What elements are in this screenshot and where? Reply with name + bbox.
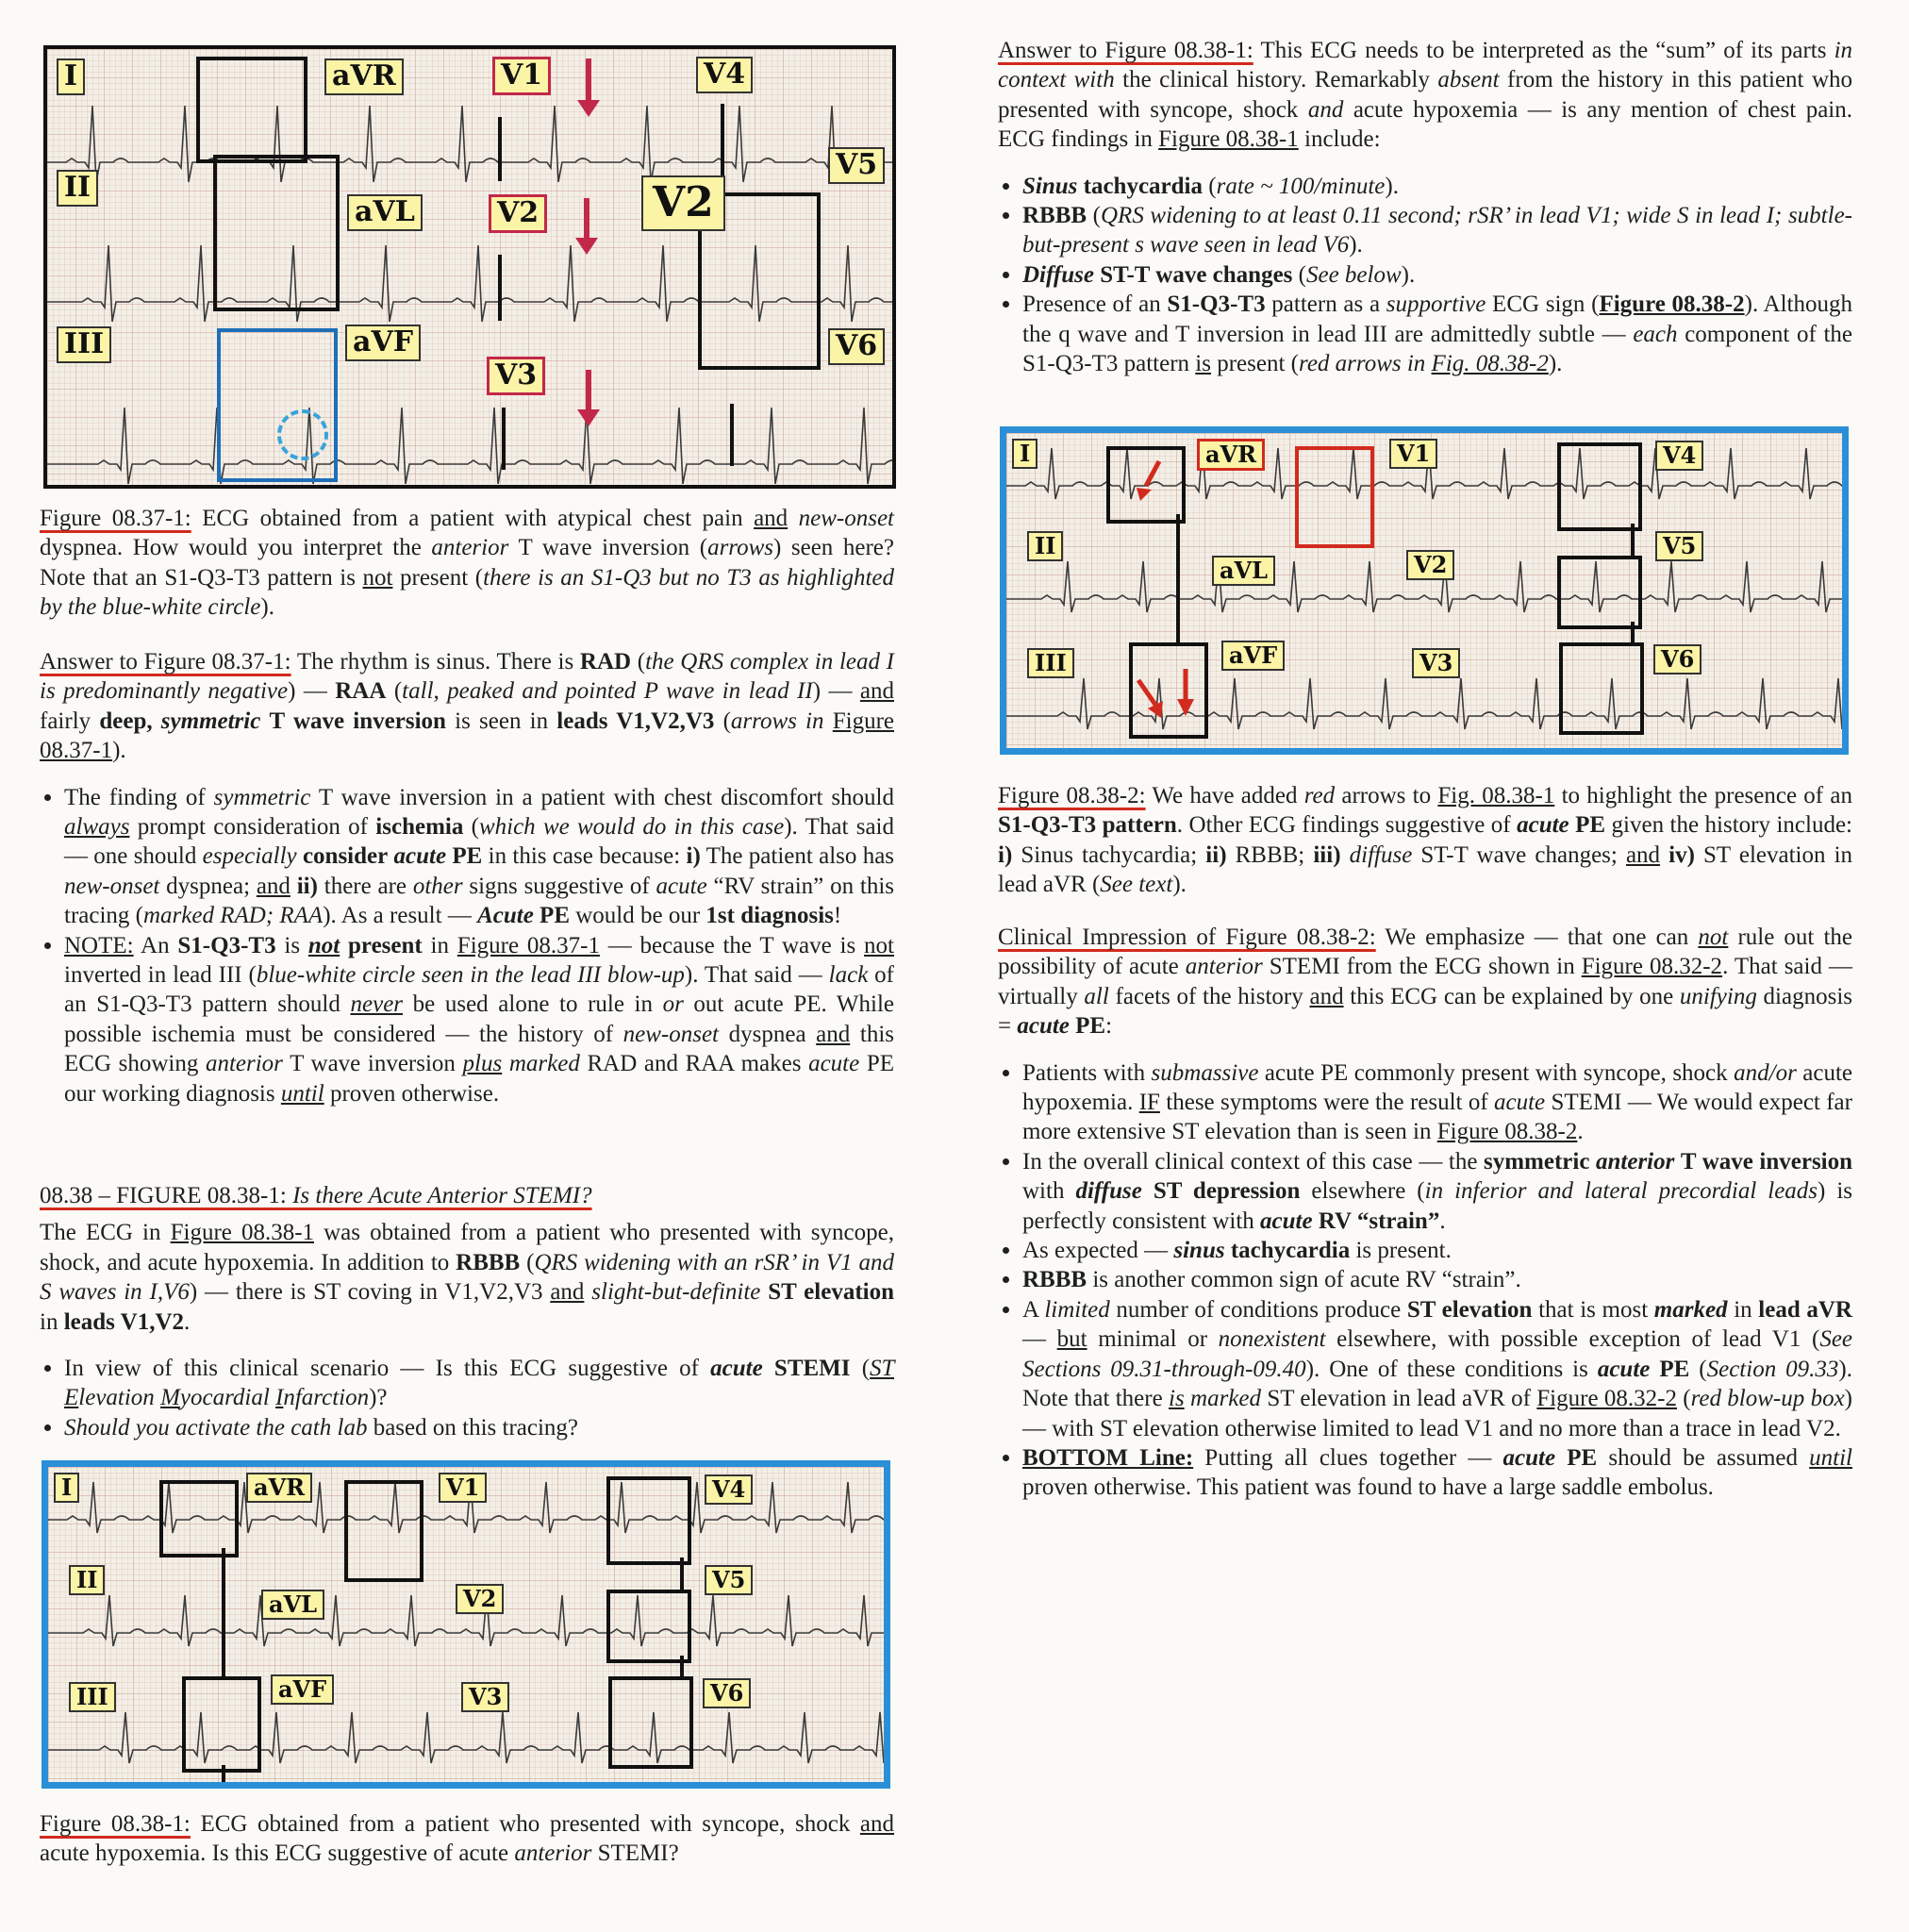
lead-label-v2: V2 <box>489 194 547 233</box>
figure-08-37-1-caption: Figure 08.37-1: ECG obtained from a patient with atypical chest pain and new-onset dyspnea. How would you interpret the anterior T wave inversion (arrows) seen here? Note that an S1-Q3-T3 pattern is not present (there is an S1-Q3 but no T3 as highlighted by the blue-white circle). <box>40 506 894 621</box>
blowup-box-v1 <box>606 1476 691 1565</box>
figure-link[interactable]: Figure 08.37-1 <box>456 932 600 958</box>
lead-label-avf: aVF <box>271 1674 334 1705</box>
red-arrow-lead-i <box>1146 461 1159 486</box>
lead-label-ii: II <box>69 1565 105 1595</box>
lead-label-iii: III <box>1027 648 1074 678</box>
figure-link[interactable]: Figure 08.37-1 <box>40 708 894 764</box>
blowup-label-v2: V2 <box>641 175 725 231</box>
red-arrows <box>47 49 892 485</box>
blowup-box-iii <box>182 1676 261 1773</box>
lead-label-ii: II <box>1027 531 1063 561</box>
blowup-box-avr <box>344 1480 423 1582</box>
section-heading: 08.38 – FIGURE 08.38-1: Is there Acute Anterior STEMI? <box>40 1183 592 1208</box>
list-item: • The finding of symmetric T wave inversion in a patient with chest discomfort should always prompt consideration of ischemia (which we would do in this case). That said — one should especially consider acute PE in this case because: i) The patient also has new-onset dyspnea; and ii) there are other signs suggestive of acute “RV strain” on this tracing (marked RAD; RAA). As a result — Acute PE would be our 1st diagnosis! <box>64 783 894 931</box>
answer-paragraph: Answer to Figure 08.38-1: This ECG needs to be interpreted as the “sum” of its parts in context with the clinical history. Remarkably absent from the history in this patient who presented with syncope, shock and acute hypoxemia — is any mention of chest pain. ECG findings in Figure 08.38-1 include: <box>998 38 1853 153</box>
red-arrow-v1-head <box>577 100 600 117</box>
red-arrow-lead-i-head <box>1137 488 1152 501</box>
list-item: • RBBB is another common sign of acute RV “strain”. <box>1022 1265 1852 1294</box>
lead-label-i: I <box>57 58 85 95</box>
answer-label: Answer to Figure 08.38-1: <box>998 38 1253 63</box>
lead-label-v4: V4 <box>1655 441 1703 471</box>
lead-label-ii: II <box>57 170 98 207</box>
lead-label-v3: V3 <box>487 357 545 395</box>
figure-link[interactable]: Fig. 08.38-1 <box>1437 783 1555 808</box>
list-item: • As expected — sinus tachycardia is present. <box>1022 1236 1852 1265</box>
impression-label: Clinical Impression of Figure 08.38-2: <box>998 924 1376 950</box>
ecg-figure-08-38-1 <box>42 1460 890 1789</box>
lead-label-iii: III <box>69 1682 116 1712</box>
lead-label-i: I <box>54 1473 79 1503</box>
lead-label-avr: aVR <box>324 58 404 95</box>
blowup-box-lead-i <box>159 1480 239 1557</box>
figure-08-38-2-caption: Figure 08.38-2: We have added red arrows to Fig. 08.38-1 to highlight the presence of an S1-Q3-T3 pattern. Other ECG findings suggestive of acute PE given the history include: i) Sinus tachycardia; ii) RBBB; iii) diffuse ST-T wave changes; and iv) ST elevation in lead aVR (See text). <box>998 783 1853 898</box>
list-item: • Should you activate the cath lab based on this tracing? <box>64 1413 894 1442</box>
ecg-figure-08-38-2 <box>1000 426 1849 755</box>
figure-link[interactable]: Fig. 08.38-2 <box>1431 351 1549 377</box>
list-item: • Presence of an S1-Q3-T3 pattern as a supportive ECG sign (Figure 08.38-2). Although the q wave and T inversion in lead III are admittedly subtle — each component of the S1-Q3-T3 pattern is present (red arrows in Fig. 08.38-2). <box>1022 290 1852 378</box>
red-arrow-lead-iii-t-head <box>1177 699 1194 716</box>
list-item: • In view of this clinical scenario — Is this ECG suggestive of acute STEMI (ST Elevation Myocardial Infarction)? <box>64 1354 894 1413</box>
lead-label-iii: III <box>57 326 111 363</box>
figure-link[interactable]: Figure 08.32-2 <box>1536 1386 1677 1412</box>
figure-link[interactable]: Figure 08.32-2 <box>1581 954 1723 980</box>
lead-label-avl: aVL <box>261 1590 324 1620</box>
lead-divider <box>222 1548 225 1676</box>
lead-label-v6: V6 <box>1653 644 1702 675</box>
figure-label: Figure 08.38-2: <box>998 783 1146 808</box>
red-arrows <box>1006 433 1842 748</box>
list-item: • BOTTOM Line: Putting all clues together — acute PE should be assumed until proven otherwise. This patient was found to have a large saddle embolus. <box>1022 1443 1852 1503</box>
red-arrow-lead-iii-q <box>1138 680 1155 705</box>
answer-bullets <box>40 783 894 1108</box>
lead-label-i: I <box>1012 439 1038 469</box>
list-item: • Patients with submassive acute PE commonly present with syncope, shock and/or acute hypoxemia. IF these symptoms were the result of acute STEMI — We would expect far more extensive ST elevation than is seen in Figure 08.38-2. <box>1022 1058 1852 1147</box>
lead-label-avr: aVR <box>246 1473 312 1503</box>
figure-label: Figure 08.37-1: <box>40 506 191 531</box>
lead-divider <box>222 1765 225 1782</box>
figure-label: Figure 08.38-1: <box>40 1811 191 1837</box>
lead-label-v4: V4 <box>705 1474 753 1505</box>
figure-link[interactable]: Figure 08.38-2 <box>1599 291 1745 318</box>
lead-label-v3: V3 <box>1412 648 1460 678</box>
figure-link[interactable]: Figure 08.38-2 <box>1436 1119 1578 1145</box>
list-item: • A limited number of conditions produce ST elevation that is most marked in lead aVR — but minimal or nonexistent elsewhere, with possible exception of lead V1 (See Sections 09.31-through-09.40). One of these conditions is acute PE (Section 09.33). Note that there is marked ST elevation in lead aVR of Figure 08.32-2 (red blow-up box) — with ST elevation otherwise limited to lead V1 and no more than a trace in lead V2. <box>1022 1295 1852 1443</box>
list-item: • Sinus tachycardia (rate ~ 100/minute). <box>1022 172 1852 201</box>
section-bullets <box>40 1354 894 1442</box>
answer-paragraph: Answer to Figure 08.37-1: The rhythm is sinus. There is RAD (the QRS complex in lead I is predominantly negative) — RAA (tall, peaked and pointed P wave in lead II) — and fairly deep, symmetric T wave inversion is seen in leads V1,V2,V3 (arrows in Figure 08.37-1). <box>40 649 894 764</box>
lead-divider <box>680 1656 684 1676</box>
lead-divider <box>680 1557 684 1590</box>
blowup-box-v2 <box>606 1590 691 1663</box>
lead-label-v5: V5 <box>1655 531 1703 561</box>
lead-label-v6: V6 <box>703 1678 751 1708</box>
lead-label-v5: V5 <box>705 1565 753 1595</box>
lead-label-avl: aVL <box>1212 556 1275 586</box>
lead-label-avr: aVR <box>1197 439 1265 471</box>
lead-label-v4: V4 <box>696 57 753 93</box>
section-08-38 <box>40 1181 894 1459</box>
lead-label-v6: V6 <box>828 328 885 365</box>
red-arrow-v3-head <box>577 409 600 426</box>
list-item: • In the overall clinical context of this case — the symmetric anterior T wave inversion with diffuse ST depression elsewhere (in inferior and lateral precordial leads) is perfectly consistent with acute RV “strain”. <box>1022 1147 1852 1236</box>
lead-label-v5: V5 <box>828 147 885 184</box>
figure-link[interactable]: Figure 08.38-1 <box>1158 126 1299 153</box>
answer-08-38-1 <box>998 36 1852 395</box>
lead-label-v2: V2 <box>456 1584 504 1614</box>
lead-label-v3: V3 <box>461 1682 509 1712</box>
list-item: • Diffuse ST-T wave changes (See below). <box>1022 260 1852 290</box>
lead-label-v2: V2 <box>1406 550 1454 580</box>
ecg-trace-row <box>48 1712 884 1763</box>
answer-label: Answer to Figure 08.37-1: <box>40 649 291 675</box>
answer-08-37-1 <box>40 647 894 1125</box>
lead-label-avf: aVF <box>1221 641 1285 671</box>
section-paragraph: The ECG in Figure 08.38-1 was obtained from a patient who presented with syncope, shock, and acute hypoxemia. In addition to RBBB (QRS widening with an rSR’ in V1 and S waves in I,V6) — there is ST coving in V1,V2,V3 and slight-but-definite ST elevation in leads V1,V2. <box>40 1220 894 1335</box>
lead-label-v1: V1 <box>439 1473 487 1503</box>
red-arrow-v2-head <box>575 238 598 255</box>
clinical-impression <box>998 923 1852 1520</box>
answer-bullets <box>998 172 1852 379</box>
figure-link[interactable]: Figure 08.38-1 <box>170 1220 315 1246</box>
list-item: • RBBB (QRS widening to at least 0.11 second; rSR’ in lead V1; wide S in lead I; subtle-but-present s wave seen in lead V6). <box>1022 201 1852 260</box>
lead-label-v1: V1 <box>492 57 551 95</box>
lead-label-avl: aVL <box>347 194 423 231</box>
list-item: • NOTE: An S1-Q3-T3 is not present in Figure 08.37-1 — because the T wave is not inverted in lead III (blue-white circle seen in the lead III blow-up). That said — lack of an S1-Q3-T3 pattern should never be used alone to rule in or out acute PE. While possible ischemia must be considered — the history of new-onset dyspnea and this ECG showing anterior T wave inversion plus marked RAD and RAA makes acute PE our working diagnosis until proven otherwise. <box>64 931 894 1108</box>
ecg-figure-08-37-1 <box>43 45 896 489</box>
impression-bullets <box>998 1058 1852 1503</box>
figure-08-38-1-caption: Figure 08.38-1: ECG obtained from a patient who presented with syncope, shock and acute hypoxemia. Is this ECG suggestive of acute anterior STEMI? <box>40 1811 895 1867</box>
lead-label-v1: V1 <box>1389 439 1437 469</box>
lead-label-avf: aVF <box>345 325 421 361</box>
impression-paragraph: Clinical Impression of Figure 08.38-2: We emphasize — that one can not rule out the possibility of acute anterior STEMI from the ECG shown in Figure 08.32-2. That said — virtually all facets of the history and this ECG can be explained by one unifying diagnosis = acute PE: <box>998 924 1852 1040</box>
blowup-box-v3 <box>608 1676 693 1769</box>
